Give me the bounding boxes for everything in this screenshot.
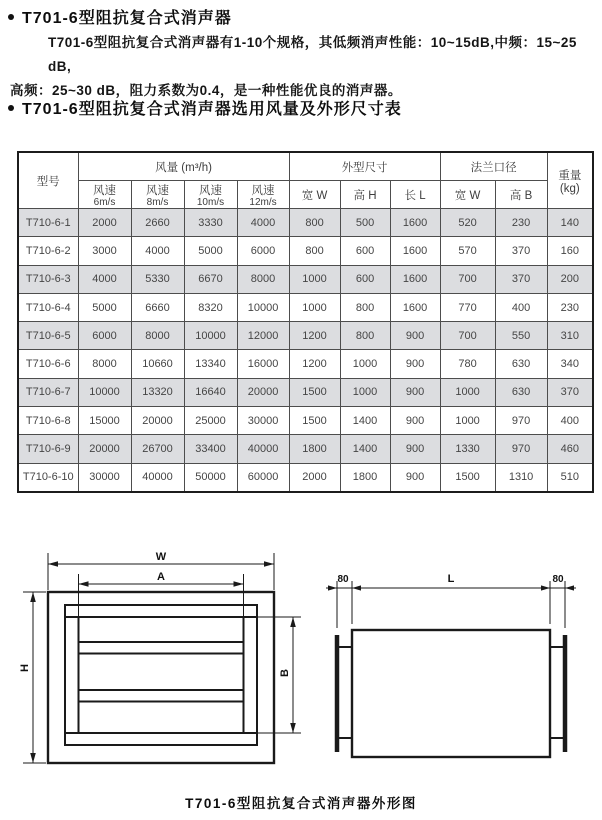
value-cell: 800 — [340, 293, 390, 321]
value-cell: 8000 — [78, 350, 131, 378]
value-cell: 1400 — [340, 435, 390, 463]
description-paragraph — [10, 31, 588, 103]
value-cell: 5000 — [184, 237, 237, 265]
value-cell: 900 — [390, 435, 440, 463]
speed-label: 风速 — [251, 184, 275, 197]
value-cell: 10000 — [184, 322, 237, 350]
dim-label-80-right: 80 — [552, 574, 564, 585]
value-cell: 30000 — [237, 407, 289, 435]
value-cell: 310 — [547, 322, 593, 350]
header-length-l: 长 L — [390, 181, 440, 209]
value-cell: 370 — [547, 378, 593, 406]
table-row — [18, 350, 593, 378]
dim-label-h: H — [19, 664, 31, 672]
header-speed-6 — [78, 181, 131, 209]
value-cell: 400 — [547, 407, 593, 435]
value-cell: 1000 — [440, 407, 495, 435]
header-row-groups — [18, 152, 593, 181]
table-row — [18, 435, 593, 463]
value-cell: 3330 — [184, 209, 237, 237]
model-cell: T710-6-10 — [18, 463, 78, 492]
table-row — [18, 265, 593, 293]
description-line-1: T701-6型阻抗复合式消声器有1-10个规格，其低频消声性能：10~15dB,中频：15~25 dB, — [48, 35, 577, 74]
value-cell: 30000 — [78, 463, 131, 492]
dimension-length-chain — [326, 581, 576, 628]
model-cell: T710-6-5 — [18, 322, 78, 350]
value-cell: 3000 — [78, 237, 131, 265]
value-cell: 2000 — [289, 463, 340, 492]
value-cell: 1330 — [440, 435, 495, 463]
model-cell: T710-6-4 — [18, 293, 78, 321]
value-cell: 13340 — [184, 350, 237, 378]
header-flange-group: 法兰口径 — [440, 152, 547, 181]
speed-label: 风速 — [199, 184, 222, 197]
value-cell: 60000 — [237, 463, 289, 492]
header-weight — [547, 152, 593, 209]
value-cell: 15000 — [78, 407, 131, 435]
section-title-1 — [8, 5, 232, 28]
value-cell: 1500 — [440, 463, 495, 492]
value-cell: 800 — [289, 237, 340, 265]
value-cell: 20000 — [131, 407, 184, 435]
spec-table-header — [18, 152, 593, 209]
value-cell: 900 — [390, 378, 440, 406]
side-body — [352, 630, 550, 757]
dim-label-l: L — [447, 573, 455, 585]
value-cell: 970 — [495, 435, 547, 463]
drawing-caption: T701-6型阻抗复合式消声器外形图 — [185, 796, 417, 811]
value-cell: 160 — [547, 237, 593, 265]
value-cell: 900 — [390, 322, 440, 350]
value-cell: 800 — [340, 322, 390, 350]
value-cell: 40000 — [131, 463, 184, 492]
value-cell: 1200 — [289, 322, 340, 350]
header-speed-12 — [237, 181, 289, 209]
value-cell: 1000 — [289, 265, 340, 293]
value-cell: 1800 — [340, 463, 390, 492]
value-cell: 1600 — [390, 293, 440, 321]
value-cell: 630 — [495, 350, 547, 378]
front-inner-frame — [65, 605, 257, 745]
value-cell: 26700 — [131, 435, 184, 463]
table-row — [18, 322, 593, 350]
value-cell: 1000 — [340, 350, 390, 378]
bullet-icon — [8, 14, 14, 20]
speed-label: 风速 — [146, 184, 169, 197]
header-height-h: 高 H — [340, 181, 390, 209]
model-cell: T710-6-1 — [18, 209, 78, 237]
table-row — [18, 237, 593, 265]
value-cell: 1000 — [440, 378, 495, 406]
model-cell: T710-6-8 — [18, 407, 78, 435]
header-airflow-group: 风量 (m³/h) — [78, 152, 289, 181]
value-cell: 570 — [440, 237, 495, 265]
value-cell: 16640 — [184, 378, 237, 406]
table-row — [18, 209, 593, 237]
value-cell: 500 — [340, 209, 390, 237]
value-cell: 1310 — [495, 463, 547, 492]
value-cell: 25000 — [184, 407, 237, 435]
header-weight-line2: (kg) — [559, 182, 580, 195]
dimension-h — [23, 592, 46, 763]
model-cell: T710-6-9 — [18, 435, 78, 463]
value-cell: 1000 — [340, 378, 390, 406]
side-view-drawing — [326, 573, 576, 757]
value-cell: 200 — [547, 265, 593, 293]
value-cell: 4000 — [78, 265, 131, 293]
value-cell: 370 — [495, 237, 547, 265]
value-cell: 400 — [495, 293, 547, 321]
header-speed-8 — [131, 181, 184, 209]
value-cell: 1400 — [340, 407, 390, 435]
value-cell: 10660 — [131, 350, 184, 378]
table-row — [18, 378, 593, 406]
value-cell: 5330 — [131, 265, 184, 293]
value-cell: 900 — [390, 350, 440, 378]
value-cell: 510 — [547, 463, 593, 492]
section-title-2 — [8, 96, 402, 119]
value-cell: 20000 — [78, 435, 131, 463]
value-cell: 600 — [340, 237, 390, 265]
header-flange-b: 高 B — [495, 181, 547, 209]
table-row — [18, 293, 593, 321]
table-section-title: T701-6型阻抗复合式消声器选用风量及外形尺寸表 — [22, 101, 402, 118]
front-view-drawing — [19, 551, 301, 763]
value-cell: 700 — [440, 322, 495, 350]
model-cell: T710-6-7 — [18, 378, 78, 406]
value-cell: 770 — [440, 293, 495, 321]
header-row-subcols — [18, 181, 593, 209]
table-row — [18, 407, 593, 435]
spec-table — [17, 151, 594, 493]
speed-value: 6m/s — [93, 196, 116, 208]
value-cell: 8000 — [237, 265, 289, 293]
value-cell: 4000 — [237, 209, 289, 237]
speed-value: 12m/s — [249, 196, 277, 208]
value-cell: 900 — [390, 463, 440, 492]
value-cell: 1800 — [289, 435, 340, 463]
flange-connectors — [337, 647, 565, 738]
value-cell: 900 — [390, 407, 440, 435]
value-cell: 6660 — [131, 293, 184, 321]
value-cell: 1000 — [289, 293, 340, 321]
speed-value: 8m/s — [146, 196, 169, 208]
header-dims-group: 外型尺寸 — [289, 152, 440, 181]
value-cell: 12000 — [237, 322, 289, 350]
value-cell: 520 — [440, 209, 495, 237]
value-cell: 50000 — [184, 463, 237, 492]
value-cell: 16000 — [237, 350, 289, 378]
value-cell: 1500 — [289, 407, 340, 435]
value-cell: 1600 — [390, 265, 440, 293]
header-weight-line1: 重量 — [558, 169, 582, 182]
value-cell: 2660 — [131, 209, 184, 237]
value-cell: 10000 — [237, 293, 289, 321]
value-cell: 230 — [547, 293, 593, 321]
value-cell: 2000 — [78, 209, 131, 237]
value-cell: 1600 — [390, 209, 440, 237]
header-flange-w: 宽 W — [440, 181, 495, 209]
value-cell: 780 — [440, 350, 495, 378]
baffle-slats — [79, 642, 244, 702]
value-cell: 20000 — [237, 378, 289, 406]
speed-label: 风速 — [93, 184, 116, 197]
value-cell: 6670 — [184, 265, 237, 293]
description-line-2: 高频：25~30 dB，阻力系数为0.4，是一种性能优良的消声器。 — [10, 83, 402, 98]
technical-drawings — [0, 540, 602, 790]
value-cell: 1600 — [390, 237, 440, 265]
value-cell: 340 — [547, 350, 593, 378]
value-cell: 8000 — [131, 322, 184, 350]
value-cell: 370 — [495, 265, 547, 293]
value-cell: 5000 — [78, 293, 131, 321]
header-speed-10 — [184, 181, 237, 209]
spec-table-body — [18, 209, 593, 492]
dim-label-80-left: 80 — [337, 574, 349, 585]
model-cell: T710-6-2 — [18, 237, 78, 265]
page-title: T701-6型阻抗复合式消声器 — [22, 10, 232, 27]
value-cell: 10000 — [78, 378, 131, 406]
value-cell: 630 — [495, 378, 547, 406]
value-cell: 970 — [495, 407, 547, 435]
value-cell: 1500 — [289, 378, 340, 406]
value-cell: 600 — [340, 265, 390, 293]
header-width-w: 宽 W — [289, 181, 340, 209]
value-cell: 33400 — [184, 435, 237, 463]
value-cell: 230 — [495, 209, 547, 237]
table-row — [18, 463, 593, 492]
dim-label-a: A — [157, 571, 165, 583]
value-cell: 700 — [440, 265, 495, 293]
value-cell: 6000 — [237, 237, 289, 265]
model-cell: T710-6-6 — [18, 350, 78, 378]
dim-label-w: W — [155, 551, 167, 563]
model-cell: T710-6-3 — [18, 265, 78, 293]
value-cell: 4000 — [131, 237, 184, 265]
value-cell: 40000 — [237, 435, 289, 463]
value-cell: 13320 — [131, 378, 184, 406]
value-cell: 800 — [289, 209, 340, 237]
dim-label-b: B — [279, 669, 291, 677]
bullet-icon — [8, 105, 14, 111]
header-model: 型号 — [18, 152, 78, 209]
value-cell: 8320 — [184, 293, 237, 321]
value-cell: 550 — [495, 322, 547, 350]
speed-value: 10m/s — [196, 196, 225, 208]
value-cell: 1200 — [289, 350, 340, 378]
value-cell: 140 — [547, 209, 593, 237]
value-cell: 460 — [547, 435, 593, 463]
value-cell: 6000 — [78, 322, 131, 350]
